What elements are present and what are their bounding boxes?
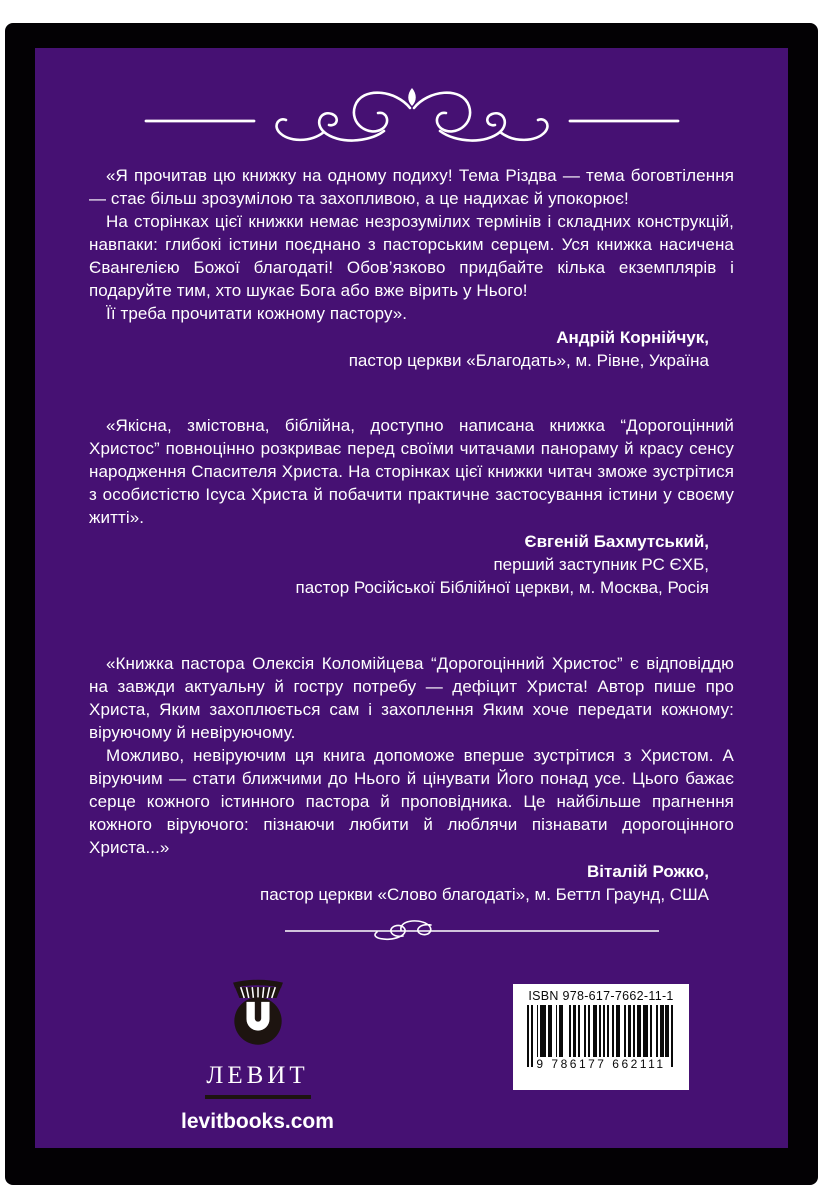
testimonial-paragraph: Можливо, невіруючим ця книга допоможе вперше зустрітися з Христом. А віруючим — стати ближчими до Нього й цінувати Його понад усе. Цього бажає серце кожного істинного пастора й проповідника. Це найбільше прагнення кожного віруючого: пізнаючи любити й люблячи пізнавати дорогоцінного Христа...» (89, 746, 734, 857)
flourish-divider-icon (132, 84, 692, 150)
testimonial-paragraph: «Книжка пастора Олексія Коломійцева “Дорогоцінний Христос” є відповіддю на завжди актуальну й гостру потребу — дефіцит Христа! Автор пише про Христа, Яким захоплюється сам і захоплення Яким хоче передати кожному: віруючому й невіруючому. (89, 654, 734, 742)
isbn-number: ISBN 978-617-7662-11-1 (528, 989, 674, 1003)
swirl-divider-icon (283, 918, 661, 944)
author-name: Віталій Рожко, (587, 862, 709, 881)
cover-purple-panel (35, 48, 788, 1148)
testimonial-korniychuk (89, 164, 734, 372)
testimonial-attribution (89, 326, 734, 372)
testimonial-paragraph: Її треба прочитати кожному пастору». (106, 304, 408, 323)
author-name: Андрій Корнійчук, (556, 328, 709, 347)
author-name: Євгеній Бахмутський, (524, 532, 709, 551)
publisher-rule (205, 1095, 311, 1099)
testimonial-attribution (89, 860, 734, 906)
testimonial-attribution (89, 530, 734, 599)
testimonial-bakhmutsky (89, 414, 734, 599)
isbn-barcode (513, 984, 689, 1090)
barcode-digits: 9 786177 662111 (536, 1057, 666, 1071)
publisher-website: levitbooks.com (181, 1110, 334, 1133)
levit-logo-icon (226, 976, 290, 1052)
author-credentials: пастор церкви «Слово благодаті», м. Беттл Граунд, США (259, 885, 709, 904)
publisher-name: ЛЕВИТ (206, 1062, 309, 1089)
author-credentials: пастор церкви «Благодать», м. Рівне, Україна (348, 351, 709, 370)
testimonial-paragraph: На сторінках цієї книжки немає незрозумілих термінів і складних конструкцій, навпаки: глибокі істини поєднано з пасторським серцем. Уся книжка насичена Євангелією Божої благодаті! Обов’язково придбайте кілька екземплярів і подаруйте тим, хто шукає Бога або вже вірить у Нього! (89, 212, 734, 300)
book-back-cover (5, 23, 818, 1185)
testimonial-paragraph: «Якісна, змістовна, біблійна, доступно написана книжка “Дорогоцінний Христос” повноцінно розкриває перед своїми читачами панораму й красу сенсу народження Спасителя Христа. На сторінках цієї книжки читач зможе зустрітися з особистістю Ісуса Христа й побачити практичне застосування істини у своєму житті». (89, 416, 734, 527)
author-credentials: пастор Російської Біблійної церкви, м. Москва, Росія (295, 578, 709, 597)
testimonial-paragraph: «Я прочитав цю книжку на одному подиху! Тема Різдва — тема боговтілення — стає більш зрозумілою та захопливою, а це надихає й упокорює! (89, 166, 734, 208)
testimonial-rozhko (89, 652, 734, 906)
author-credentials: перший заступник РС ЄХБ, (493, 555, 709, 574)
publisher-block (175, 976, 340, 1134)
